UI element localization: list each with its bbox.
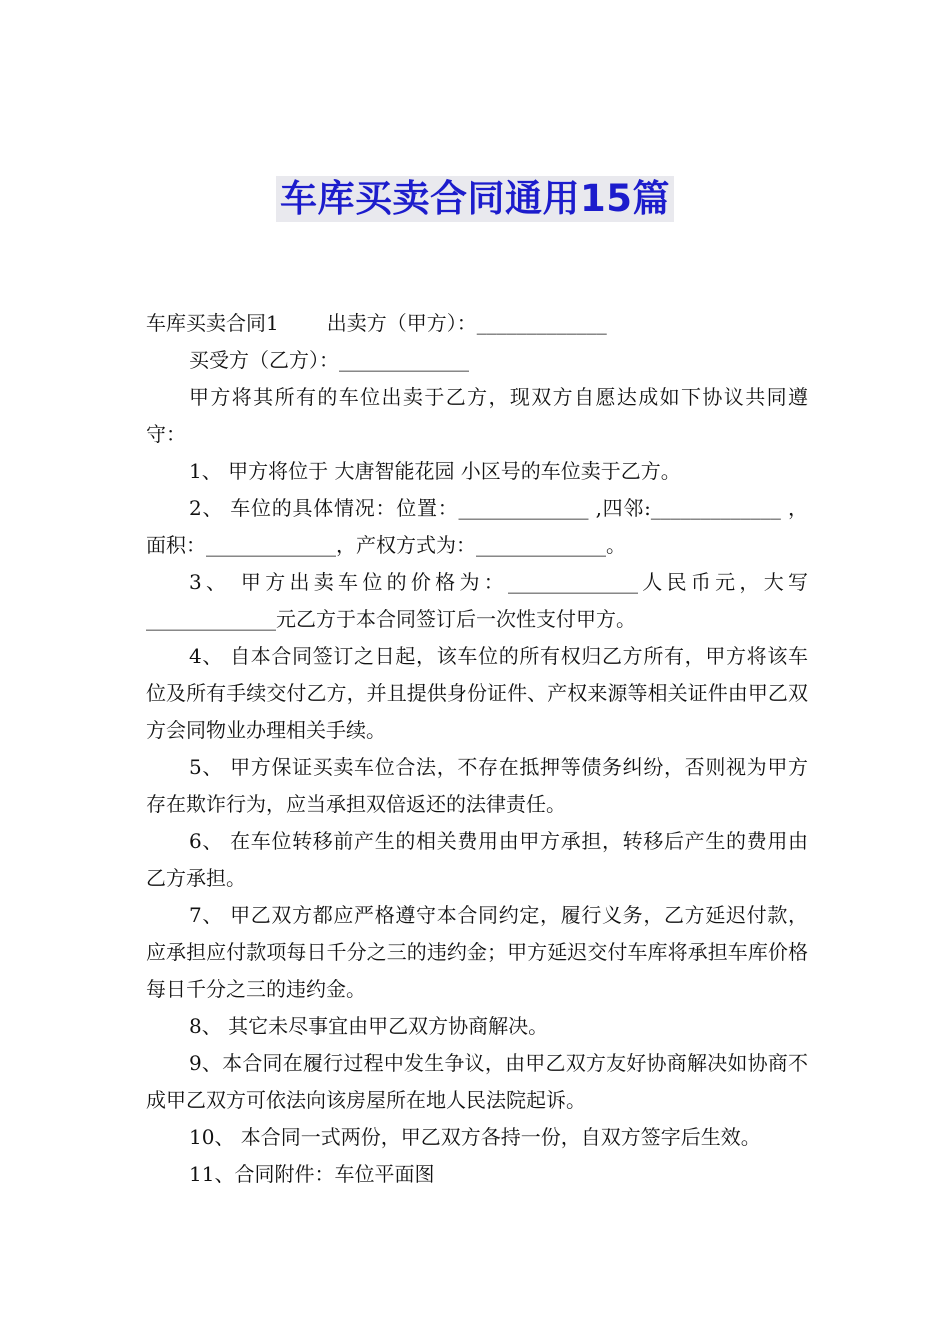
preamble-paragraph: 甲方将其所有的车位出卖于乙方，现双方自愿达成如下协议共同遵守： bbox=[146, 385, 808, 446]
clause-2: 2、 车位的具体情况：位置：_____________ ,四邻:_____________ ，面积：_____________，产权方式为：_____________。 bbox=[146, 496, 808, 557]
buyer-line: 买受方（乙方）：_____________ bbox=[189, 348, 469, 372]
clause-10: 10、 本合同一式两份，甲乙双方各持一份，自双方签字后生效。 bbox=[189, 1125, 761, 1149]
title-container bbox=[0, 176, 950, 222]
clause-3: 3、 甲方出卖车位的价格为：_____________人民币元，大写_____________元乙方于本合同签订后一次性支付甲方。 bbox=[146, 570, 808, 631]
clause-6: 6、 在车位转移前产生的相关费用由甲方承担，转移后产生的费用由乙方承担。 bbox=[146, 829, 808, 890]
seller-line: 出卖方（甲方）：_____________ bbox=[326, 311, 607, 335]
clause-5: 5、 甲方保证买卖车位合法，不存在抵押等债务纠纷，否则视为甲方存在欺诈行为，应当承担双倍返还的法律责任。 bbox=[146, 755, 808, 816]
document-title: 车库买卖合同通用15篇 bbox=[276, 176, 674, 222]
clause-1: 1、 甲方将位于 大唐智能花园 小区号的车位卖于乙方。 bbox=[189, 459, 681, 483]
contract-first-line bbox=[146, 305, 808, 342]
clause-4: 4、 自本合同签订之日起，该车位的所有权归乙方所有，甲方将该车位及所有手续交付乙方，并且提供身份证件、产权来源等相关证件由甲乙双方会同物业办理相关手续。 bbox=[146, 644, 808, 742]
clause-8: 8、 其它未尽事宜由甲乙双方协商解决。 bbox=[189, 1014, 549, 1038]
clause-9: 9、本合同在履行过程中发生争议，由甲乙双方友好协商解决如协商不成甲乙双方可依法向该房屋所在地人民法院起诉。 bbox=[146, 1051, 808, 1112]
contract-heading: 车库买卖合同1 bbox=[146, 311, 279, 335]
clause-7: 7、 甲乙双方都应严格遵守本合同约定，履行义务，乙方延迟付款，应承担应付款项每日千分之三的违约金；甲方延迟交付车库将承担车库价格每日千分之三的违约金。 bbox=[146, 903, 808, 1001]
clause-11: 11、合同附件：车位平面图 bbox=[189, 1162, 435, 1186]
document-body bbox=[146, 305, 808, 1193]
